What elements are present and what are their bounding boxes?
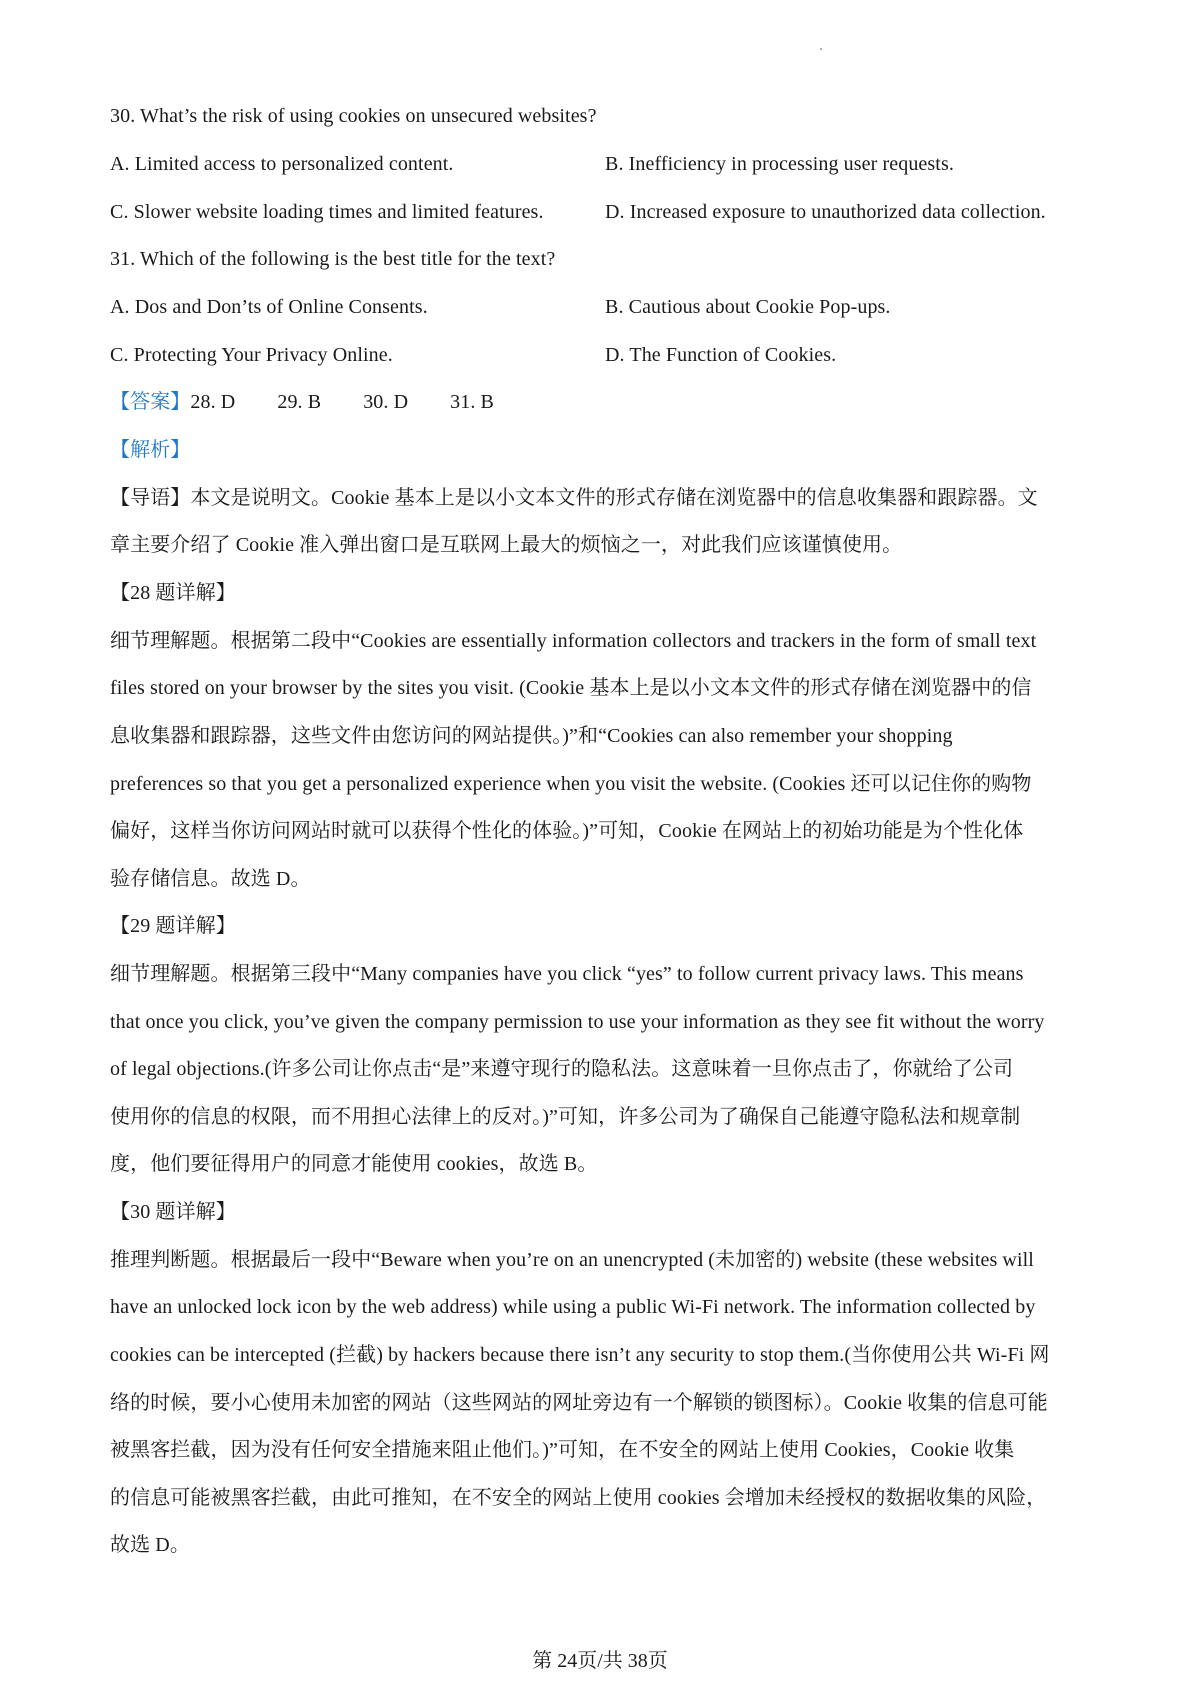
q30-detail-line: have an unlocked lock icon by the web address) while using a public Wi-Fi network. The information collected by (110, 1296, 1036, 1318)
q31-option-a: A. Dos and Don’ts of Online Consents. (110, 296, 428, 318)
q28-detail-line: 偏好，这样当你访问网站时就可以获得个性化的体验。)”可知，Cookie 在网站上的初始功能是为个性化体 (110, 820, 1024, 842)
guide-line: 【导语】本文是说明文。Cookie 基本上是以小文本文件的形式存储在浏览器中的信息收集器和跟踪器。文 (110, 487, 1038, 509)
q29-detail-line: of legal objections.(许多公司让你点击“是”来遵守现行的隐私法。这意味着一旦你点击了，你就给了公司 (110, 1058, 1014, 1080)
q30-stem: 30. What’s the risk of using cookies on unsecured websites? (110, 105, 597, 127)
q28-detail-line: files stored on your browser by the sites you visit. (Cookie 基本上是以小文本文件的形式存储在浏览器中的信 (110, 677, 1032, 699)
answer-line (110, 389, 494, 415)
q30-option-a: A. Limited access to personalized content. (110, 153, 454, 175)
q31-option-b: B. Cautious about Cookie Pop-ups. (605, 296, 891, 318)
q30-detail-line: 的信息可能被黑客拦截，由此可推知，在不安全的网站上使用 cookies 会增加未经授权的数据收集的风险， (110, 1487, 1047, 1509)
q31-stem: 31. Which of the following is the best title for the text? (110, 248, 556, 270)
q29-detail-line: 细节理解题。根据第三段中“Many companies have you click “yes” to follow current privacy laws. This means (110, 963, 1024, 985)
answer-item: 28. D (190, 391, 236, 413)
q29-detail-line: that once you click, you’ve given the company permission to use your information as they see fit without the worry (110, 1011, 1045, 1033)
q28-detail-heading: 【28 题详解】 (110, 582, 236, 604)
q28-detail-line: 息收集器和跟踪器，这些文件由您访问的网站提供。)”和“Cookies can also remember your shopping (110, 725, 953, 747)
guide-line: 章主要介绍了 Cookie 准入弹出窗口是互联网上最大的烦恼之一，对此我们应该谨慎使用。 (110, 534, 903, 556)
q30-detail-line: 推理判断题。根据最后一段中“Beware when you’re on an unencrypted (未加密的) website (these websites will (110, 1249, 1034, 1271)
answer-item: 29. B (277, 391, 322, 413)
scan-speck (820, 48, 822, 50)
q30-detail-line: 被黑客拦截，因为没有任何安全措施来阻止他们。)”可知，在不安全的网站上使用 Cookies，Cookie 收集 (110, 1439, 1015, 1461)
q30-option-d: D. Increased exposure to unauthorized data collection. (605, 201, 1046, 223)
analysis-label: 【解析】 (110, 439, 191, 461)
q30-option-b: B. Inefficiency in processing user requests. (605, 153, 954, 175)
q30-detail-line: 络的时候，要小心使用未加密的网站（这些网站的网址旁边有一个解锁的锁图标）。Cookie 收集的信息可能 (110, 1392, 1048, 1414)
q31-option-d: D. The Function of Cookies. (605, 344, 837, 366)
q28-detail-line: preferences so that you get a personalized experience when you visit the website. (Cookies 还可以记住你的购物 (110, 773, 1032, 795)
q30-detail-line: 故选 D。 (110, 1534, 190, 1556)
answer-item: 30. D (363, 391, 409, 413)
q28-detail-line: 细节理解题。根据第二段中“Cookies are essentially information collectors and trackers in the form of small text (110, 630, 1037, 652)
q31-option-c: C. Protecting Your Privacy Online. (110, 344, 393, 366)
answer-item: 31. B (450, 391, 494, 413)
q29-detail-heading: 【29 题详解】 (110, 915, 236, 937)
q29-detail-line: 使用你的信息的权限，而不用担心法律上的反对。)”可知，许多公司为了确保自己能遵守隐私法和规章制 (110, 1106, 1021, 1128)
q30-option-c: C. Slower website loading times and limited features. (110, 201, 544, 223)
page-footer: 第 24页/共 38页 (532, 1650, 668, 1672)
q30-detail-heading: 【30 题详解】 (110, 1201, 236, 1223)
q28-detail-line: 验存储信息。故选 D。 (110, 868, 311, 890)
q29-detail-line: 度，他们要征得用户的同意才能使用 cookies，故选 B。 (110, 1153, 598, 1175)
answer-label: 【答案】 (110, 391, 191, 413)
q30-detail-line: cookies can be intercepted (拦截) by hackers because there isn’t any security to stop them.(当你使用公共 Wi-Fi 网 (110, 1344, 1050, 1366)
